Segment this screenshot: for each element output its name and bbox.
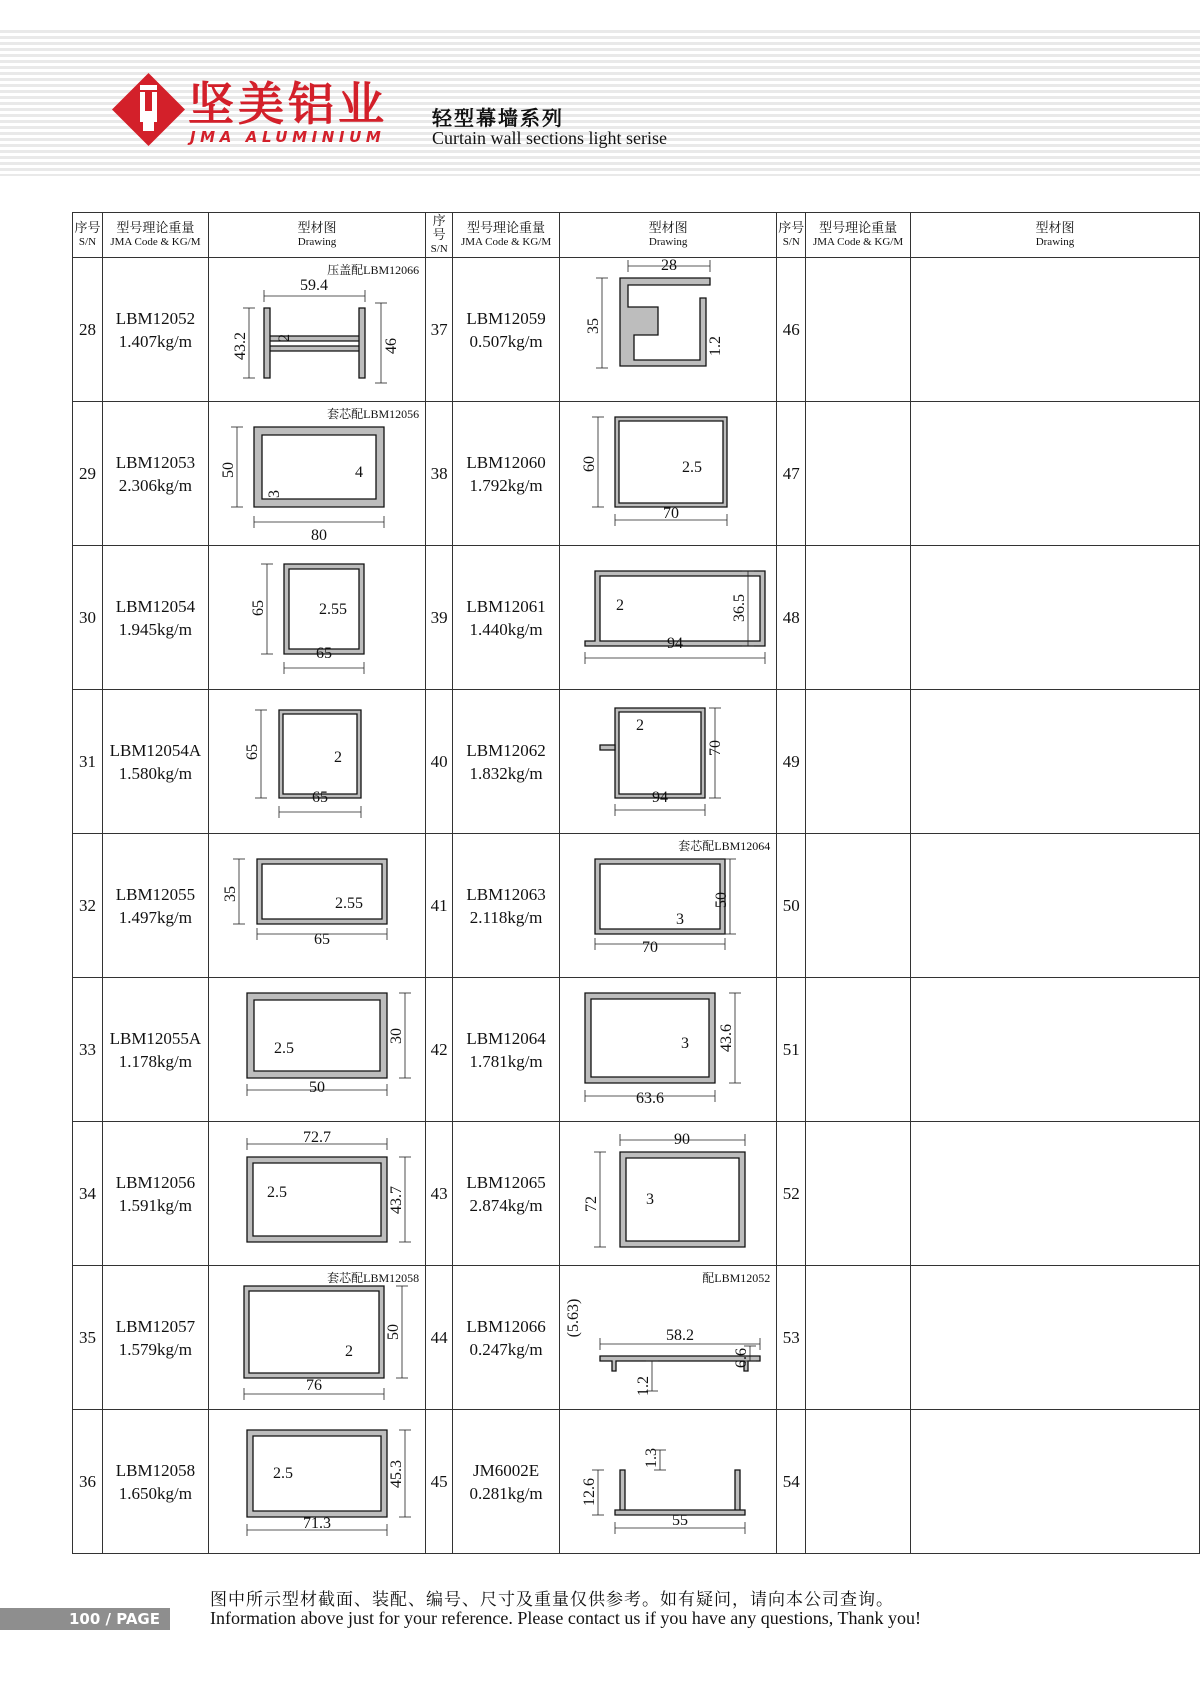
profile-drawing-cell xyxy=(208,834,425,978)
serial-number: 30 xyxy=(73,546,103,690)
profile-section-drawing xyxy=(209,546,427,689)
profile-section-drawing xyxy=(560,834,778,977)
assembly-note: 套芯配LBM12064 xyxy=(678,839,771,853)
profile-section-drawing xyxy=(209,1266,427,1409)
profile-code: JM6002E xyxy=(472,1460,540,1480)
table-row xyxy=(73,258,1200,402)
dimension-label: 2 xyxy=(333,749,342,766)
profile-weight: 1.579kg/m xyxy=(118,1339,192,1359)
table-row xyxy=(73,546,1200,690)
profile-drawing-cell xyxy=(560,258,777,402)
profile-code: LBM12052 xyxy=(115,308,196,328)
dimension-label: 30 xyxy=(387,1028,405,1044)
profile-code-weight xyxy=(102,1266,208,1410)
serial-number: 43 xyxy=(426,1122,453,1266)
profile-code: LBM12066 xyxy=(466,1316,546,1336)
dimension-label: 90 xyxy=(674,1131,690,1148)
profile-section-drawing xyxy=(209,978,427,1121)
assembly-note: 套芯配LBM12056 xyxy=(327,407,420,421)
profile-weight: 1.178kg/m xyxy=(118,1051,192,1071)
profile-code: LBM12053 xyxy=(115,452,196,472)
table-row xyxy=(73,834,1200,978)
profile-section-drawing xyxy=(209,1122,427,1265)
dimension-label: 3 xyxy=(681,1035,689,1052)
table-row xyxy=(73,1410,1200,1554)
profile-weight: 1.591kg/m xyxy=(118,1195,192,1215)
profile-section-drawing xyxy=(560,1410,778,1553)
dimension-label: 50 xyxy=(713,892,730,908)
brand-name-en: JMA ALUMINIUM xyxy=(190,128,386,146)
page-number: 100 / PAGE xyxy=(0,1608,170,1630)
profile-code-weight xyxy=(102,978,208,1122)
assembly-note: 压盖配LBM12066 xyxy=(327,263,420,277)
profile-code: LBM12063 xyxy=(466,884,546,904)
dimension-label: 4 xyxy=(354,464,363,481)
dimension-label: (5.63) xyxy=(565,1298,582,1338)
profile-drawing-cell xyxy=(910,834,1199,978)
profile-section-drawing xyxy=(209,258,427,401)
dimension-label: 60 xyxy=(581,456,598,472)
dimension-label: 46 xyxy=(382,338,400,354)
profile-drawing-cell xyxy=(208,258,425,402)
drawing-header: 型材图 Drawing xyxy=(208,213,425,258)
profile-drawing-cell xyxy=(910,402,1199,546)
dimension-label: 2.5 xyxy=(266,1184,287,1201)
serial-number: 42 xyxy=(426,978,453,1122)
serial-number: 47 xyxy=(777,402,806,546)
dimension-label: 70 xyxy=(642,939,658,956)
profile-section-drawing xyxy=(560,1266,778,1409)
profile-code: LBM12064 xyxy=(466,1028,546,1048)
serial-number: 50 xyxy=(777,834,806,978)
dimension-label: 43.2 xyxy=(231,332,249,360)
dimension-label: 50 xyxy=(219,462,237,478)
dimension-label: 35 xyxy=(585,318,602,334)
profile-code-weight xyxy=(102,1410,208,1554)
profile-section-drawing xyxy=(209,402,427,545)
profile-weight: 1.440kg/m xyxy=(469,619,543,639)
dimension-label: 43.7 xyxy=(387,1186,405,1214)
dimension-label: 50 xyxy=(384,1324,402,1340)
profile-code-weight xyxy=(102,402,208,546)
dimension-label: 65 xyxy=(243,744,261,760)
profile-weight: 1.781kg/m xyxy=(469,1051,543,1071)
assembly-note: 套芯配LBM12058 xyxy=(327,1271,420,1285)
serial-number: 48 xyxy=(777,546,806,690)
profile-code-weight xyxy=(453,1122,560,1266)
profile-code: LBM12057 xyxy=(115,1316,196,1336)
dimension-label: 6.6 xyxy=(733,1348,750,1368)
profile-weight: 1.832kg/m xyxy=(469,763,543,783)
serial-number: 36 xyxy=(73,1410,103,1554)
profile-code: LBM12056 xyxy=(115,1172,196,1192)
dimension-label: 59.4 xyxy=(299,277,328,294)
profile-weight: 1.792kg/m xyxy=(469,475,543,495)
series-title-cn: 轻型幕墙系列 xyxy=(432,106,564,130)
profile-catalog-table xyxy=(72,212,1200,1554)
profile-code-weight xyxy=(453,690,560,834)
dimension-label: 70 xyxy=(663,505,679,522)
serial-number: 31 xyxy=(73,690,103,834)
dimension-label: 63.6 xyxy=(636,1090,664,1107)
profile-weight: 2.306kg/m xyxy=(118,475,192,495)
profile-section-drawing xyxy=(560,546,778,689)
dimension-label: 58.2 xyxy=(666,1327,694,1344)
dimension-label: 2 xyxy=(616,597,624,614)
serial-number: 41 xyxy=(426,834,453,978)
profile-code-weight xyxy=(806,1410,911,1554)
profile-section-drawing xyxy=(560,978,778,1121)
dimension-label: 80 xyxy=(310,527,327,544)
dimension-label: 94 xyxy=(667,635,683,652)
profile-drawing-cell xyxy=(910,1266,1199,1410)
dimension-label: 2 xyxy=(344,1343,353,1360)
profile-drawing-cell xyxy=(910,978,1199,1122)
serial-number: 40 xyxy=(426,690,453,834)
dimension-label: 35 xyxy=(221,886,239,902)
profile-weight: 0.281kg/m xyxy=(469,1483,543,1503)
profile-drawing-cell xyxy=(560,1410,777,1554)
dimension-label: 2 xyxy=(636,717,644,734)
profile-code-weight xyxy=(102,546,208,690)
dimension-label: 43.6 xyxy=(718,1024,735,1052)
serial-number: 44 xyxy=(426,1266,453,1410)
dimension-label: 1.2 xyxy=(635,1376,652,1396)
profile-weight: 1.407kg/m xyxy=(118,331,192,351)
profile-section-drawing xyxy=(560,402,778,545)
profile-drawing-cell xyxy=(910,1122,1199,1266)
profile-code: LBM12058 xyxy=(115,1460,196,1480)
footer-note-en: Information above just for your reference. Please contact us if you have any questions, Thank you! xyxy=(210,1608,921,1628)
profile-drawing-cell xyxy=(560,690,777,834)
dimension-label: 72.7 xyxy=(302,1129,331,1146)
profile-section-drawing xyxy=(560,258,778,401)
serial-number: 52 xyxy=(777,1122,806,1266)
table-row xyxy=(73,978,1200,1122)
profile-code: LBM12054 xyxy=(115,596,196,616)
serial-number: 33 xyxy=(73,978,103,1122)
profile-code: LBM12061 xyxy=(466,596,546,616)
assembly-note: 配LBM12052 xyxy=(702,1271,771,1285)
profile-code-weight xyxy=(806,1266,911,1410)
profile-drawing-cell xyxy=(560,402,777,546)
profile-weight: 2.874kg/m xyxy=(469,1195,543,1215)
dimension-label: 65 xyxy=(315,645,332,662)
profile-code-weight xyxy=(102,1122,208,1266)
footer-note-cn: 图中所示型材截面、装配、编号、尺寸及重量仅供参考。如有疑问，请向本公司查询。 xyxy=(210,1590,894,1610)
profile-drawing-cell xyxy=(910,1410,1199,1554)
dimension-label: 71.3 xyxy=(302,1515,331,1532)
profile-drawing-cell xyxy=(560,978,777,1122)
serial-number: 38 xyxy=(426,402,453,546)
dimension-label: 72 xyxy=(583,1196,600,1212)
dimension-label: 70 xyxy=(707,740,724,756)
dimension-label: 76 xyxy=(305,1377,322,1394)
code-header: 型号理论重量 JMA Code & KG/M xyxy=(806,213,911,258)
profile-code-weight xyxy=(453,1410,560,1554)
profile-section-drawing xyxy=(209,834,427,977)
serial-number: 46 xyxy=(777,258,806,402)
profile-section-drawing xyxy=(209,690,427,833)
profile-code: LBM12060 xyxy=(466,452,546,472)
profile-code: LBM12065 xyxy=(466,1172,546,1192)
profile-code-weight xyxy=(453,834,560,978)
serial-number: 54 xyxy=(777,1410,806,1554)
profile-code-weight xyxy=(806,978,911,1122)
dimension-label: 2.5 xyxy=(682,459,702,476)
dimension-label: 65 xyxy=(313,931,330,948)
profile-drawing-cell xyxy=(208,1122,425,1266)
dimension-label: 50 xyxy=(308,1079,325,1096)
profile-weight: 2.118kg/m xyxy=(469,907,543,927)
dimension-label: 36.5 xyxy=(731,594,748,622)
drawing-header: 型材图 Drawing xyxy=(560,213,777,258)
profile-drawing-cell xyxy=(560,834,777,978)
dimension-label: 55 xyxy=(672,1512,688,1529)
profile-code-weight xyxy=(453,546,560,690)
profile-drawing-cell xyxy=(560,546,777,690)
profile-code: LBM12055A xyxy=(109,1028,202,1048)
sn-header: 序号 S/N xyxy=(777,213,806,258)
profile-drawing-cell xyxy=(208,1266,425,1410)
profile-drawing-cell xyxy=(208,546,425,690)
profile-code-weight xyxy=(806,690,911,834)
sn-header: 序号 S/N xyxy=(426,213,453,258)
profile-code-weight xyxy=(806,402,911,546)
jma-logo-icon xyxy=(112,73,185,146)
dimension-label: 2.55 xyxy=(318,601,347,618)
profile-code-weight xyxy=(453,402,560,546)
profile-weight: 1.497kg/m xyxy=(118,907,192,927)
profile-section-drawing xyxy=(209,1410,427,1553)
dimension-label: 94 xyxy=(652,789,668,806)
dimension-label: 1.3 xyxy=(643,1448,660,1468)
brand-name-cn: 坚美铝业 xyxy=(188,77,388,131)
dimension-label: 65 xyxy=(249,600,267,616)
dimension-label: 1.2 xyxy=(707,336,724,356)
profile-drawing-cell xyxy=(208,1410,425,1554)
profile-weight: 0.507kg/m xyxy=(469,331,543,351)
profile-code: LBM12062 xyxy=(466,740,546,760)
profile-drawing-cell xyxy=(560,1266,777,1410)
profile-drawing-cell xyxy=(208,978,425,1122)
profile-section-drawing xyxy=(560,1122,778,1265)
profile-code: LBM12054A xyxy=(109,740,202,760)
profile-drawing-cell xyxy=(208,402,425,546)
profile-drawing-cell xyxy=(910,546,1199,690)
dimension-label: 65 xyxy=(311,789,328,806)
serial-number: 29 xyxy=(73,402,103,546)
profile-section-drawing xyxy=(560,690,778,833)
serial-number: 28 xyxy=(73,258,103,402)
serial-number: 32 xyxy=(73,834,103,978)
profile-drawing-cell xyxy=(910,690,1199,834)
serial-number: 51 xyxy=(777,978,806,1122)
profile-drawing-cell xyxy=(560,1122,777,1266)
dimension-label: 2.5 xyxy=(272,1465,293,1482)
profile-code: LBM12055 xyxy=(115,884,196,904)
profile-code-weight xyxy=(806,834,911,978)
profile-weight: 1.945kg/m xyxy=(118,619,192,639)
table-row xyxy=(73,1122,1200,1266)
sn-header: 序号 S/N xyxy=(73,213,103,258)
dimension-label: 2.5 xyxy=(273,1040,294,1057)
serial-number: 39 xyxy=(426,546,453,690)
dimension-label: 2 xyxy=(275,334,293,342)
dimension-label: 3 xyxy=(265,490,283,498)
profile-drawing-cell xyxy=(208,690,425,834)
serial-number: 49 xyxy=(777,690,806,834)
serial-number: 35 xyxy=(73,1266,103,1410)
dimension-label: 2.55 xyxy=(334,895,363,912)
profile-code-weight xyxy=(102,690,208,834)
series-title-en: Curtain wall sections light serise xyxy=(432,128,667,148)
serial-number: 53 xyxy=(777,1266,806,1410)
dimension-label: 3 xyxy=(646,1191,654,1208)
dimension-label: 12.6 xyxy=(581,1478,598,1506)
profile-code-weight xyxy=(806,258,911,402)
profile-drawing-cell xyxy=(910,258,1199,402)
profile-code-weight xyxy=(453,1266,560,1410)
dimension-label: 45.3 xyxy=(387,1460,405,1488)
dimension-label: 28 xyxy=(661,258,677,274)
table-row xyxy=(73,1266,1200,1410)
profile-weight: 1.650kg/m xyxy=(118,1483,192,1503)
profile-code-weight xyxy=(453,258,560,402)
profile-code-weight xyxy=(102,834,208,978)
table-header-row xyxy=(73,213,1200,258)
profile-code-weight xyxy=(806,546,911,690)
drawing-header: 型材图 Drawing xyxy=(910,213,1199,258)
profile-code: LBM12059 xyxy=(466,308,546,328)
serial-number: 45 xyxy=(426,1410,453,1554)
table-row xyxy=(73,402,1200,546)
dimension-label: 3 xyxy=(676,911,684,928)
profile-weight: 1.580kg/m xyxy=(118,763,192,783)
code-header: 型号理论重量 JMA Code & KG/M xyxy=(102,213,208,258)
serial-number: 34 xyxy=(73,1122,103,1266)
profile-code-weight xyxy=(806,1122,911,1266)
serial-number: 37 xyxy=(426,258,453,402)
profile-code-weight xyxy=(102,258,208,402)
code-header: 型号理论重量 JMA Code & KG/M xyxy=(453,213,560,258)
profile-weight: 0.247kg/m xyxy=(469,1339,543,1359)
table-row xyxy=(73,690,1200,834)
profile-code-weight xyxy=(453,978,560,1122)
